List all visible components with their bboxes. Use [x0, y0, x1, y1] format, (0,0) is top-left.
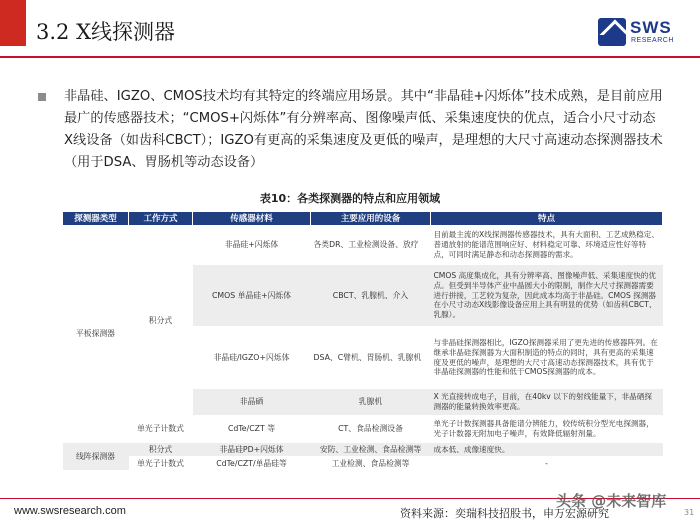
header-work-mode: 工作方式	[129, 212, 193, 226]
table-row	[63, 443, 663, 457]
cell-apps: CT、食品检测设备	[311, 416, 431, 443]
table-row	[63, 416, 663, 443]
cell-apps: 乳腺机	[311, 389, 431, 416]
detector-table	[62, 211, 663, 471]
cell-feature: CMOS 高度集成化，具有分辨率高、图像噪声低、采集速度快的优点。但受到半导体产业中晶圆大小的限制，制作大尺寸探测器需要进行拼接，工艺较为复杂，因此成本均高于非晶硅。CMOS 探测器在小尺寸动态X线影像设备应用上具有明显的优势（如齿科CBCT、乳腺）。	[431, 265, 663, 327]
cell-feature: 与非晶硅探测器相比，IGZO探测器采用了更先进的传感器阵列。在继承非晶硅探测器为大面积制造的特点的同时，具有更高的采集速度及更低的噪声，是理想的大尺寸高速动态探测器技术，具有优于非晶硅探测器的性能和低于CMOS探测器的成本。	[431, 327, 663, 389]
cell-material: CdTe/CZT/单晶硅等	[193, 457, 311, 471]
cell-material: 非晶硅PD+闪烁体	[193, 443, 311, 457]
cell-material: CdTe/CZT 等	[193, 416, 311, 443]
table-row	[63, 457, 663, 471]
logo-sub: RESEARCH	[631, 37, 674, 44]
header-detector-type: 探测器类型	[63, 212, 129, 226]
header-accent-stripe	[0, 0, 26, 46]
cell-feature: 目前最主流的X线探测器传感器技术，具有大面积、工艺成熟稳定、普通放射的能谱范围响应好、材料稳定可靠、环境适应性好等特点，可同时满足静态和动态探测器的需求。	[431, 226, 663, 265]
cell-photon-counting: 单光子计数式	[129, 416, 193, 443]
sws-logo-mark-icon	[598, 18, 626, 46]
cell-feature: X 光直接转成电子，目前，在40kv 以下的射线能量下，非晶硒探测器的能量转换效率更高。	[431, 389, 663, 416]
intro-paragraph: 非晶硅、IGZO、CMOS技术均有其特定的终端应用场景。其中“非晶硅+闪烁体”技术成熟，是目前应用最广的传感器技术；“CMOS+闪烁体”有分辨率高、图像噪声低、采集速度快的优点，适合小尺寸动态X线设备（如齿科CBCT）；IGZO有更高的采集速度及更低的噪声，是理想的大尺寸高速动态探测器技术（用于DSA、胃肠机等动态设备）	[64, 89, 663, 170]
page-title: 3.2 X线探测器	[36, 20, 176, 44]
header-features: 特点	[431, 212, 663, 226]
cell-apps: 各类DR、工业检测设备、放疗	[311, 226, 431, 265]
logo-name: SWS	[630, 18, 672, 37]
watermark: 头条 @未来智库	[556, 492, 667, 510]
table-header-row	[63, 212, 663, 226]
cell-flat-panel: 平板探测器	[63, 226, 129, 443]
bullet-square-icon	[38, 93, 46, 101]
cell-apps: DSA、C臂机、胃肠机、乳腺机	[311, 327, 431, 389]
cell-photon-counting: 单光子计数式	[129, 457, 193, 471]
header-divider	[0, 56, 700, 58]
cell-feature: 单光子计数探测器具备能谱分辨能力，较传统积分型光电探测器，光子计数器无附加电子噪声，有效降低辐射剂量。	[431, 416, 663, 443]
cell-apps: 安防、工业检测、食品检测等	[311, 443, 431, 457]
cell-material: CMOS 单晶硅+闪烁体	[193, 265, 311, 327]
sws-logo	[598, 18, 690, 46]
cell-feature: 成本低、成像速度快。	[431, 443, 663, 457]
page-number: 31	[684, 508, 695, 517]
table-row	[63, 226, 663, 265]
cell-material: 非晶硅/IGZO+闪烁体	[193, 327, 311, 389]
cell-integral: 积分式	[129, 443, 193, 457]
cell-integral: 积分式	[129, 226, 193, 416]
cell-feature: -	[431, 457, 663, 471]
cell-apps: CBCT、乳腺机、介入	[311, 265, 431, 327]
table-title: 表10：各类探测器的特点和应用领域	[259, 192, 441, 205]
cell-linear-array: 线阵探测器	[63, 443, 129, 471]
source-note: 资料来源：奕瑞科技招股书，申万宏源研究	[400, 507, 609, 520]
cell-material: 非晶硒	[193, 389, 311, 416]
slide-header	[0, 0, 700, 66]
cell-material: 非晶硅+闪烁体	[193, 226, 311, 265]
cell-apps: 工业检测、食品检测等	[311, 457, 431, 471]
header-main-devices: 主要应用的设备	[311, 212, 431, 226]
footer-url: www.swsresearch.com	[14, 505, 126, 517]
header-sensor-material: 传感器材料	[193, 212, 311, 226]
